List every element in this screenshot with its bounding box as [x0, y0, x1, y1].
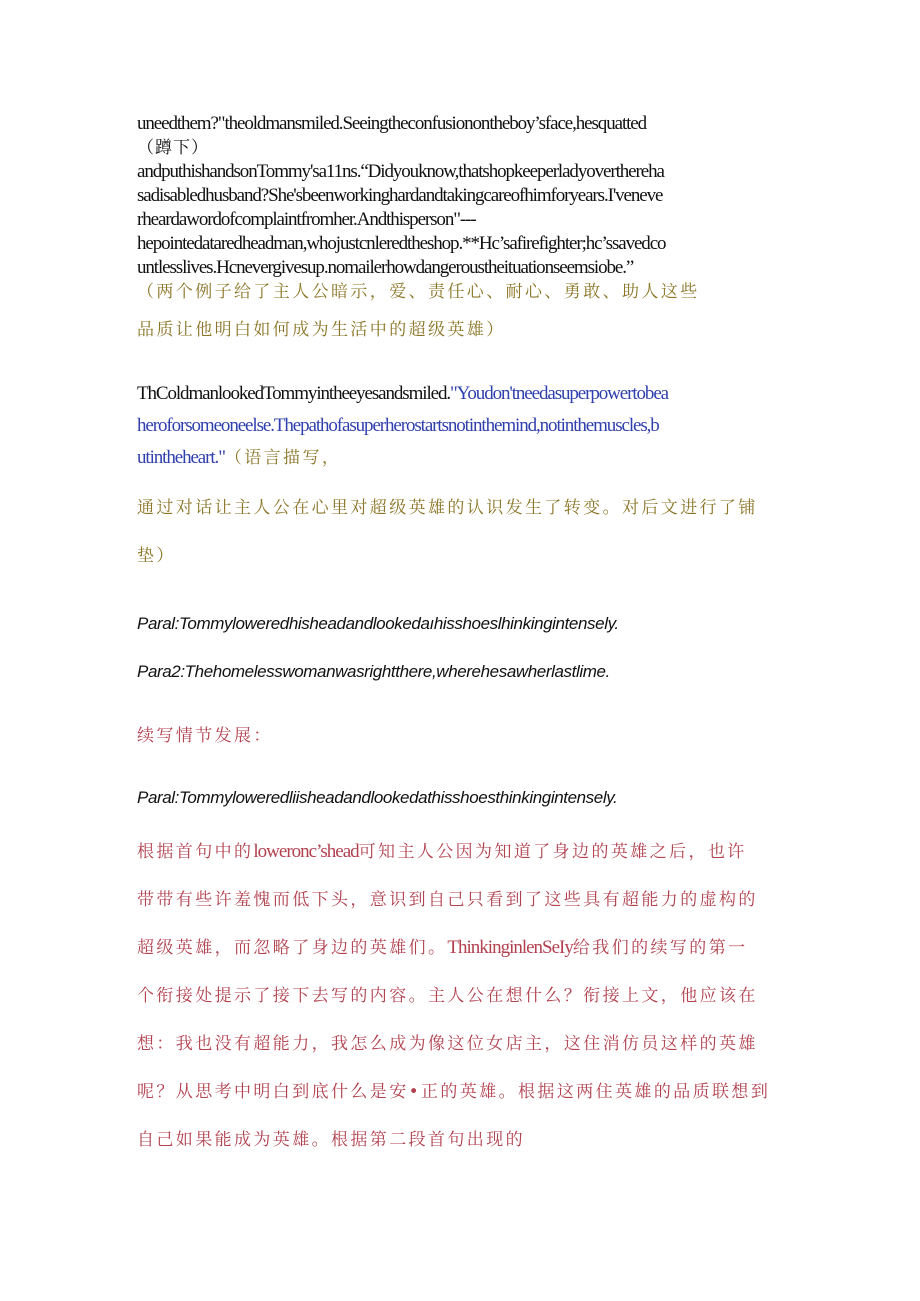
analysis-line	[137, 888, 797, 912]
analysis-text: 可知主人公因为知道了身边的英雄之后，也许	[358, 842, 747, 862]
story-line	[137, 382, 797, 406]
analysis-text: 呢？从思考中明白到底什么是安•正的英雄。根据这两住英雄的品质联想到	[137, 1082, 771, 1102]
annotation-note: 通过对话让主人公在心里对超级英雄的认识发生了转变。对后文进行了铺	[137, 498, 758, 518]
analysis-line	[137, 1080, 797, 1104]
annotation-note: （两个例子给了主人公暗示，爱、责任心、耐心、勇敢、助人这些	[137, 282, 700, 302]
analysis-text: 给我们的续写的第一	[572, 938, 748, 958]
analysis-line	[137, 936, 797, 960]
analysis-english-term: loweronc’shead	[253, 841, 359, 862]
story-line: uneedthem?"theoldmansmiled.Seeingtheconfusionontheboy’sface,hesquatted	[137, 113, 647, 134]
annotation-note: 品质让他明白如何成为生活中的超级英雄）	[137, 320, 506, 340]
analysis-text: 想：我也没有超能力，我怎么成为像这位女店主，这住消仿员这样的英雄	[137, 1034, 758, 1054]
dialogue-line: heroforsomeoneelse.Thepathofasuperherostartsnotinthemind,notinthemuscles,b	[137, 415, 659, 436]
story-line	[137, 446, 797, 470]
annotation-note: 垫）	[137, 546, 176, 566]
story-line: hepointedataredheadman,whojustcnleredtheshop.**Hc’safirefighter;hc’ssavedco	[137, 233, 666, 254]
dialogue-text: "Youdon'tneedasuperpowertobea	[450, 383, 668, 404]
para2-prompt: Para2:Thehomelesswomanwasrightthere,wherehesawherlastlime.	[137, 662, 610, 681]
dialogue-text: utintheheart."	[137, 447, 225, 468]
section-heading: 续写情节发展：	[137, 726, 273, 746]
story-line: rheardawordofcomplaintfromher.Andthisperson"---	[137, 209, 476, 230]
analysis-line	[137, 1128, 797, 1152]
story-line: untlesslives.Hcnevergivesup.nomailerhowdangeroustheituationseemsiobe.”	[137, 257, 634, 278]
story-line: andputhishandsonTommy'sa11ns.“Didyouknow,thatshopkeeperladyoverthereha	[137, 161, 664, 182]
analysis-line	[137, 1032, 797, 1056]
analysis-text: 自己如果能成为英雄。根据第二段首句出现的	[137, 1130, 525, 1150]
analysis-text: 个衔接处提示了接下去写的内容。主人公在想什么？衔接上文，他应该在	[137, 986, 758, 1006]
annotation-note: （语言描写，	[224, 448, 342, 468]
analysis-line	[137, 840, 797, 864]
analysis-english-term: ThinkinginlenSeIy	[447, 937, 573, 958]
analysis-text: 超级英雄，而忽略了身边的英雄们。	[137, 938, 448, 958]
narration-text: ThColdmanlookedTommyintheeyesandsmiled.	[137, 383, 451, 404]
analysis-line	[137, 984, 797, 1008]
para1-prompt-repeat: Paral:Tommyloweredliisheadandlookedathisshoesthinkingintensely.	[137, 788, 618, 807]
story-line: sadisabledhusband?She'sbeenworkinghardandtakingcareofhimforyears.I'veneve	[137, 185, 663, 206]
analysis-text: 根据首句中的	[137, 842, 254, 862]
para1-prompt: Paral:Tommyloweredhisheadandlookedaıhisshoeslhinkingintensely.	[137, 614, 619, 633]
story-gloss: （蹲下）	[137, 138, 209, 158]
analysis-text: 带带有些许羞愧而低下头，意识到自己只看到了这些具有超能力的虚构的	[137, 890, 758, 910]
